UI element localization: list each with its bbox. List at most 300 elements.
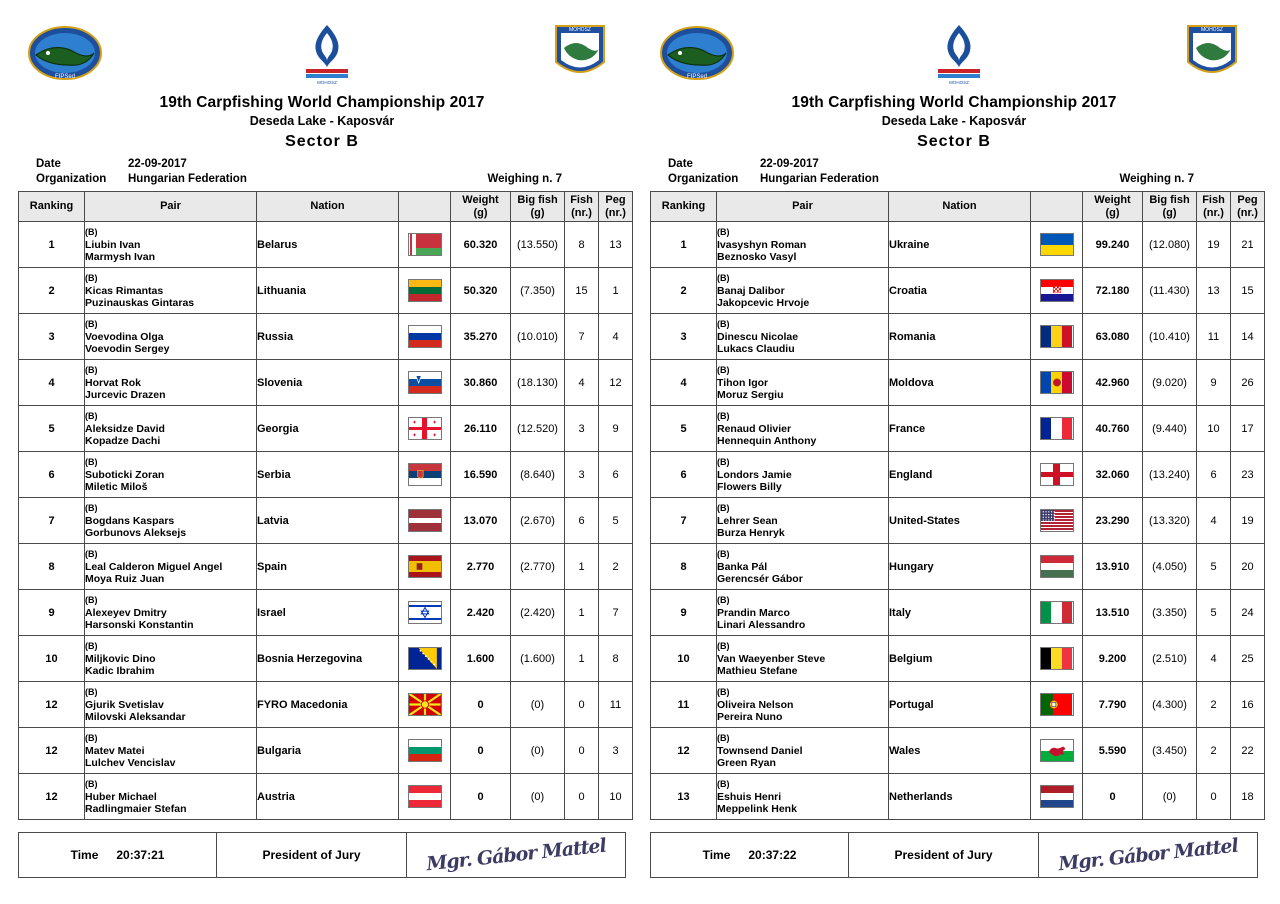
flag-belarus [408, 233, 442, 256]
weighing-number: Weighing n. 7 [487, 173, 562, 185]
venue-subtitle: Deseda Lake - Kaposvár [249, 114, 395, 128]
pair-angler-2: Kadic Ibrahim [85, 665, 155, 677]
cell-weight: 72.180 [1083, 268, 1143, 314]
cell-ranking: 12 [19, 774, 85, 820]
cell-nation: United-States [889, 498, 1031, 544]
signature-cell [1039, 833, 1257, 877]
page-title: 19th Carpfishing World Championship 2017 [791, 94, 1117, 111]
pair-angler-2: Mathieu Stefane [717, 665, 798, 677]
cell-bigfish: (9.020) [1143, 360, 1197, 406]
cell-nation: Lithuania [257, 268, 399, 314]
svg-text:FIPSed: FIPSed [686, 74, 708, 80]
cell-fish: 8 [565, 222, 599, 268]
cell-weight: 0 [451, 682, 511, 728]
pair-tag: (B) [717, 411, 730, 421]
date-row [36, 157, 626, 172]
cell-weight: 1.600 [451, 636, 511, 682]
flag-israel [408, 601, 442, 624]
cell-ranking: 13 [651, 774, 717, 820]
pair-angler-2: Flowers Billy [717, 481, 782, 493]
pair-angler-1: Gjurik Svetislav [85, 699, 164, 711]
cell-pair [717, 682, 889, 728]
table-row [651, 544, 1265, 590]
cell-peg: 1 [599, 268, 633, 314]
pair-tag: (B) [85, 595, 98, 605]
cell-pair [717, 590, 889, 636]
panel-sector-b-right [650, 14, 1258, 890]
cell-bigfish: (12.520) [511, 406, 565, 452]
cell-weight: 50.320 [451, 268, 511, 314]
col-bigfish [1143, 192, 1197, 222]
pair-angler-2: Linari Alessandro [717, 619, 806, 631]
table-row [651, 498, 1265, 544]
flag-austria [408, 785, 442, 808]
col-weight-line2: (g) [1105, 206, 1120, 219]
meta-block [650, 157, 1258, 187]
cell-bigfish: (2.420) [511, 590, 565, 636]
cell-pair [717, 498, 889, 544]
footer-bar [650, 832, 1258, 878]
cell-nation: Moldova [889, 360, 1031, 406]
cell-ranking: 5 [651, 406, 717, 452]
cell-ranking: 6 [19, 452, 85, 498]
cell-pair [85, 728, 257, 774]
cell-ranking: 4 [19, 360, 85, 406]
fips-ed-logo-icon [28, 23, 102, 83]
time-value: 20:37:22 [748, 848, 797, 862]
pair-angler-2: Jakopcevic Hrvoje [717, 297, 810, 309]
flag-usa [1040, 509, 1074, 532]
cell-peg: 13 [599, 222, 633, 268]
cell-flag [1031, 590, 1083, 636]
sector-title: Sector B [917, 133, 991, 150]
cell-pair [717, 544, 889, 590]
cell-peg: 26 [1231, 360, 1265, 406]
pair-angler-1: Alexeyev Dmitry [85, 607, 167, 619]
pair-tag: (B) [717, 595, 730, 605]
flag-netherlands [1040, 785, 1074, 808]
cell-fish: 2 [1197, 682, 1231, 728]
cell-peg: 21 [1231, 222, 1265, 268]
date-row [668, 157, 1258, 172]
cell-flag [399, 268, 451, 314]
cell-flag [399, 682, 451, 728]
cell-flag [1031, 544, 1083, 590]
table-row [19, 544, 633, 590]
cell-bigfish: (11.430) [1143, 268, 1197, 314]
cell-fish: 11 [1197, 314, 1231, 360]
pair-tag: (B) [85, 273, 98, 283]
cell-weight: 42.960 [1083, 360, 1143, 406]
cell-weight: 32.060 [1083, 452, 1143, 498]
pair-tag: (B) [85, 549, 98, 559]
col-peg-line2: (nr.) [605, 206, 626, 219]
pair-angler-2: Green Ryan [717, 757, 776, 769]
col-weight [1083, 192, 1143, 222]
cell-nation: Romania [889, 314, 1031, 360]
cell-peg: 6 [599, 452, 633, 498]
cell-pair [717, 314, 889, 360]
cell-nation: Spain [257, 544, 399, 590]
cell-ranking: 5 [19, 406, 85, 452]
cell-bigfish: (3.450) [1143, 728, 1197, 774]
cell-bigfish: (0) [511, 682, 565, 728]
pair-angler-2: Marmysh Ivan [85, 251, 156, 263]
cell-weight: 2.770 [451, 544, 511, 590]
cell-pair [85, 222, 257, 268]
cell-ranking: 9 [19, 590, 85, 636]
cell-bigfish: (0) [1143, 774, 1197, 820]
cell-pair [85, 360, 257, 406]
cell-nation: Georgia [257, 406, 399, 452]
cell-weight: 9.200 [1083, 636, 1143, 682]
pair-angler-1: Leal Calderon Miguel Angel [85, 561, 223, 573]
cell-nation: Austria [257, 774, 399, 820]
cell-flag [1031, 268, 1083, 314]
cell-flag [1031, 498, 1083, 544]
col-fish-line1: Fish [1202, 193, 1225, 206]
cell-nation: Russia [257, 314, 399, 360]
pair-angler-1: Liubin Ivan [85, 239, 141, 251]
pair-angler-2: Milovski Aleksandar [85, 711, 186, 723]
table-row [651, 636, 1265, 682]
cell-weight: 2.420 [451, 590, 511, 636]
table-row [651, 452, 1265, 498]
cell-fish: 13 [1197, 268, 1231, 314]
svg-text:MOHOSZ: MOHOSZ [317, 80, 337, 85]
cell-peg: 7 [599, 590, 633, 636]
pair-angler-1: Eshuis Henri [717, 791, 782, 803]
table-row [19, 222, 633, 268]
flag-russia [408, 325, 442, 348]
cell-bigfish: (0) [511, 728, 565, 774]
results-table [650, 191, 1265, 820]
president-label: President of Jury [217, 833, 407, 877]
cell-flag [399, 406, 451, 452]
pair-tag: (B) [85, 733, 98, 743]
cell-peg: 23 [1231, 452, 1265, 498]
cell-fish: 7 [565, 314, 599, 360]
monoiz-club-logo-icon [552, 22, 608, 84]
date-value: 22-09-2017 [760, 158, 819, 170]
cell-pair [717, 728, 889, 774]
cell-ranking: 7 [651, 498, 717, 544]
pair-angler-1: Townsend Daniel [717, 745, 803, 757]
cell-pair [85, 452, 257, 498]
cell-fish: 19 [1197, 222, 1231, 268]
cell-weight: 63.080 [1083, 314, 1143, 360]
pair-angler-2: Pereira Nuno [717, 711, 783, 723]
col-bigfish [511, 192, 565, 222]
col-bigfish-line2: (g) [1162, 206, 1177, 219]
pair-angler-1: Horvat Rok [85, 377, 142, 389]
cell-nation: Ukraine [889, 222, 1031, 268]
cell-peg: 9 [599, 406, 633, 452]
svg-text:MOHOSZ: MOHOSZ [949, 80, 969, 85]
flag-spain [408, 555, 442, 578]
col-bigfish-line1: Big fish [1149, 193, 1190, 206]
col-fish-line1: Fish [570, 193, 593, 206]
pair-tag: (B) [717, 273, 730, 283]
cell-peg: 10 [599, 774, 633, 820]
cell-ranking: 3 [19, 314, 85, 360]
table-row [19, 682, 633, 728]
date-value: 22-09-2017 [128, 158, 187, 170]
cell-weight: 23.290 [1083, 498, 1143, 544]
cell-fish: 3 [565, 406, 599, 452]
cell-flag [1031, 406, 1083, 452]
table-row [19, 774, 633, 820]
col-peg [1231, 192, 1265, 222]
cell-bigfish: (18.130) [511, 360, 565, 406]
table-row [651, 268, 1265, 314]
cell-nation: Serbia [257, 452, 399, 498]
cell-ranking: 3 [651, 314, 717, 360]
pair-tag: (B) [717, 641, 730, 651]
time-cell [651, 833, 849, 877]
cell-bigfish: (2.770) [511, 544, 565, 590]
cell-fish: 0 [565, 774, 599, 820]
date-label: Date [668, 158, 693, 170]
cell-weight: 13.070 [451, 498, 511, 544]
organization-label: Organization [36, 173, 107, 185]
signature-cell [407, 833, 625, 877]
pair-angler-2: Gerencsér Gábor [717, 573, 803, 585]
cell-weight: 0 [451, 728, 511, 774]
pair-angler-2: Burza Henryk [717, 527, 785, 539]
cell-ranking: 1 [19, 222, 85, 268]
cell-fish: 3 [565, 452, 599, 498]
cell-bigfish: (9.440) [1143, 406, 1197, 452]
cell-pair [85, 268, 257, 314]
cell-nation: Hungary [889, 544, 1031, 590]
cell-ranking: 10 [19, 636, 85, 682]
cell-pair [717, 636, 889, 682]
cell-nation: Israel [257, 590, 399, 636]
pair-tag: (B) [717, 779, 730, 789]
table-row [19, 636, 633, 682]
logo-row [650, 14, 1258, 92]
cell-weight: 7.790 [1083, 682, 1143, 728]
pair-angler-1: Bogdans Kaspars [85, 515, 175, 527]
cell-pair [85, 314, 257, 360]
table-row [19, 498, 633, 544]
col-pair: Pair [717, 192, 889, 222]
col-ranking: Ranking [651, 192, 717, 222]
table-row [19, 314, 633, 360]
flag-georgia [408, 417, 442, 440]
cell-peg: 19 [1231, 498, 1265, 544]
cell-pair [717, 222, 889, 268]
cell-weight: 13.910 [1083, 544, 1143, 590]
pair-angler-1: Dinescu Nicolae [717, 331, 799, 343]
table-row [651, 360, 1265, 406]
weighing-number: Weighing n. 7 [1119, 173, 1194, 185]
pair-tag: (B) [717, 457, 730, 467]
cell-flag [399, 774, 451, 820]
pair-tag: (B) [717, 365, 730, 375]
cell-bigfish: (7.350) [511, 268, 565, 314]
cell-pair [85, 636, 257, 682]
col-bigfish-line1: Big fish [517, 193, 558, 206]
flag-bulgaria [408, 739, 442, 762]
cell-flag [399, 222, 451, 268]
pair-tag: (B) [717, 503, 730, 513]
pair-angler-1: Ivasyshyn Roman [717, 239, 807, 251]
pair-angler-1: Aleksidze David [85, 423, 165, 435]
pair-angler-1: Prandin Marco [717, 607, 790, 619]
cell-bigfish: (13.550) [511, 222, 565, 268]
pair-tag: (B) [717, 687, 730, 697]
cell-fish: 0 [1197, 774, 1231, 820]
cell-peg: 14 [1231, 314, 1265, 360]
pair-angler-1: Oliveira Nelson [717, 699, 794, 711]
organization-value: Hungarian Federation [760, 173, 879, 185]
cell-bigfish: (4.050) [1143, 544, 1197, 590]
col-peg-line2: (nr.) [1237, 206, 1258, 219]
results-body [651, 222, 1265, 820]
pair-tag: (B) [85, 365, 98, 375]
cell-peg: 8 [599, 636, 633, 682]
cell-ranking: 1 [651, 222, 717, 268]
cell-bigfish: (10.010) [511, 314, 565, 360]
pair-tag: (B) [717, 549, 730, 559]
cell-nation: Bulgaria [257, 728, 399, 774]
table-row [651, 406, 1265, 452]
col-weight-line1: Weight [462, 193, 499, 206]
cell-nation: Portugal [889, 682, 1031, 728]
cell-pair [717, 452, 889, 498]
cell-nation: Italy [889, 590, 1031, 636]
col-ranking: Ranking [19, 192, 85, 222]
cell-fish: 6 [1197, 452, 1231, 498]
signature-mark: Mgr. Gábor Mattel [1057, 834, 1239, 876]
organization-value: Hungarian Federation [128, 173, 247, 185]
flag-ukraine [1040, 233, 1074, 256]
president-label: President of Jury [849, 833, 1039, 877]
table-row [19, 452, 633, 498]
pair-tag: (B) [717, 319, 730, 329]
cell-pair [85, 774, 257, 820]
cell-ranking: 10 [651, 636, 717, 682]
svg-text:FIPSed: FIPSed [54, 74, 76, 80]
cell-flag [399, 636, 451, 682]
cell-fish: 1 [565, 636, 599, 682]
cell-ranking: 4 [651, 360, 717, 406]
table-row [19, 590, 633, 636]
pair-angler-2: Voevodin Sergey [85, 343, 170, 355]
cell-peg: 15 [1231, 268, 1265, 314]
cell-ranking: 6 [651, 452, 717, 498]
cell-nation: England [889, 452, 1031, 498]
pair-angler-2: Gorbunovs Aleksejs [85, 527, 187, 539]
flag-serbia [408, 463, 442, 486]
flag-belgium [1040, 647, 1074, 670]
pair-tag: (B) [85, 641, 98, 651]
pair-angler-1: Kicas Rimantas [85, 285, 164, 297]
cell-bigfish: (13.320) [1143, 498, 1197, 544]
cell-weight: 40.760 [1083, 406, 1143, 452]
pair-angler-2: Hennequin Anthony [717, 435, 817, 447]
flag-bosnia [408, 647, 442, 670]
col-bigfish-line2: (g) [530, 206, 545, 219]
table-row [19, 406, 633, 452]
cell-pair [717, 360, 889, 406]
cell-pair [717, 268, 889, 314]
hungarian-federation-logo-icon [928, 21, 990, 85]
sector-title: Sector B [285, 133, 359, 150]
cell-flag [399, 498, 451, 544]
cell-pair [85, 544, 257, 590]
organization-row [668, 172, 1258, 187]
cell-nation: Belarus [257, 222, 399, 268]
cell-peg: 4 [599, 314, 633, 360]
col-flag [1031, 192, 1083, 222]
pair-angler-2: Kopadze Dachi [85, 435, 161, 447]
cell-flag [1031, 774, 1083, 820]
cell-weight: 35.270 [451, 314, 511, 360]
footer-bar [18, 832, 626, 878]
cell-nation: France [889, 406, 1031, 452]
title-block [650, 94, 1258, 151]
pair-angler-1: Banaj Dalibor [717, 285, 785, 297]
cell-flag [1031, 728, 1083, 774]
table-row [651, 222, 1265, 268]
cell-fish: 1 [565, 590, 599, 636]
cell-nation: Belgium [889, 636, 1031, 682]
cell-fish: 10 [1197, 406, 1231, 452]
cell-flag [1031, 360, 1083, 406]
cell-peg: 25 [1231, 636, 1265, 682]
cell-weight: 13.510 [1083, 590, 1143, 636]
cell-fish: 4 [1197, 636, 1231, 682]
cell-pair [85, 406, 257, 452]
cell-peg: 24 [1231, 590, 1265, 636]
time-label: Time [702, 848, 731, 862]
cell-ranking: 7 [19, 498, 85, 544]
col-peg [599, 192, 633, 222]
cell-fish: 2 [1197, 728, 1231, 774]
flag-macedonia [408, 693, 442, 716]
pair-tag: (B) [85, 227, 98, 237]
pair-angler-2: Lulchev Vencislav [85, 757, 176, 769]
flag-slovenia [408, 371, 442, 394]
cell-ranking: 8 [19, 544, 85, 590]
cell-pair [85, 682, 257, 728]
flag-latvia [408, 509, 442, 532]
cell-ranking: 12 [19, 682, 85, 728]
cell-fish: 4 [565, 360, 599, 406]
svg-text:MOHOSZ: MOHOSZ [569, 27, 591, 33]
cell-nation: Bosnia Herzegovina [257, 636, 399, 682]
cell-fish: 5 [1197, 590, 1231, 636]
pair-angler-1: Londors Jamie [717, 469, 792, 481]
pair-tag: (B) [717, 227, 730, 237]
pair-angler-1: Banka Pál [717, 561, 768, 573]
cell-bigfish: (2.670) [511, 498, 565, 544]
col-pair: Pair [85, 192, 257, 222]
flag-italy [1040, 601, 1074, 624]
cell-fish: 5 [1197, 544, 1231, 590]
signature-mark: Mgr. Gábor Mattel [425, 834, 607, 876]
pair-angler-2: Lukacs Claudiu [717, 343, 795, 355]
cell-peg: 2 [599, 544, 633, 590]
cell-weight: 26.110 [451, 406, 511, 452]
cell-nation: Slovenia [257, 360, 399, 406]
cell-bigfish: (12.080) [1143, 222, 1197, 268]
pair-tag: (B) [717, 733, 730, 743]
cell-pair [717, 774, 889, 820]
